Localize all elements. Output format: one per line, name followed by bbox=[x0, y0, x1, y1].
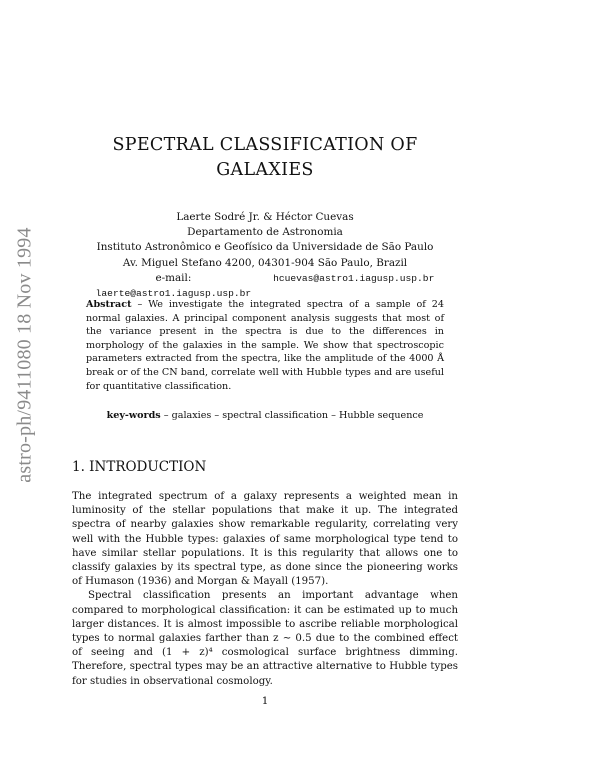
title-line-1: SPECTRAL CLASSIFICATION OF bbox=[112, 135, 418, 155]
email-label: e-mail: bbox=[155, 271, 192, 284]
keywords-text: – galaxies – spectral classification – Hubble sequence bbox=[163, 410, 424, 421]
email-link-1[interactable]: laerte@astro1.iagusp.usp.br bbox=[95, 288, 252, 300]
abstract-label: Abstract bbox=[86, 299, 132, 310]
paragraph-2: Spectral classification presents an important advantage when compared to morphological classification: it can be estimated up to much larger distances. It is almost impossible to ascribe reliable morphological types to normal galaxies farther than z ∼ 0.5 due to the combined effect of seeing and (1 + z)⁴ cosmological surface brightness dimming. Therefore, spectral types may be an attractive alternative to Hubble types for studies in observational cosmology. bbox=[72, 590, 458, 687]
abstract-text: – We investigate the integrated spectra of a sample of 24 normal galaxies. A principal component analysis suggests that most of the variance present in the spectra is due to the differences in morphology of the galaxies in the sample. We show that spectroscopic parameters extracted from the spectra, like the amplitude of the 4000 Å break or of the CN band, correlate well with Hubble types and are useful for quantitative classification. bbox=[86, 299, 444, 392]
keywords bbox=[72, 410, 458, 421]
author-names: Laerte Sodré Jr. & Héctor Cuevas bbox=[176, 211, 354, 223]
author-institute: Instituto Astronômico e Geofísico da Universidade de São Paulo bbox=[96, 241, 434, 254]
author-emails bbox=[72, 271, 458, 301]
page-number: 1 bbox=[261, 695, 269, 707]
author-address: Av. Miguel Stefano 4200, 04301-904 São Paulo, Brazil bbox=[122, 256, 408, 269]
title-line-2: GALAXIES bbox=[216, 160, 314, 180]
arxiv-identifier-stamp: astro-ph/9411080 18 Nov 1994 bbox=[13, 227, 36, 483]
author-block bbox=[72, 210, 458, 301]
keywords-label: key-words bbox=[106, 410, 161, 421]
abstract bbox=[86, 298, 444, 393]
email-link-2[interactable]: hcuevas@astro1.iagusp.usp.br bbox=[273, 272, 435, 284]
paper-title bbox=[72, 133, 458, 183]
author-department: Departamento de Astronomia bbox=[187, 226, 343, 239]
section-heading: 1. INTRODUCTION bbox=[72, 459, 207, 475]
introduction-body bbox=[72, 490, 458, 689]
paragraph-1: The integrated spectrum of a galaxy represents a weighted mean in luminosity of the stellar populations that make it up. The integrated spectra of nearby galaxies show remarkable regularity, correlating very well with the Hubble types: galaxies of same morphological type tend to have similar stellar populations. It is this regularity that allows one to classify galaxies by its spectral type, as done since the pioneering works of Humason (1936) and Morgan & Mayall (1957). bbox=[72, 491, 458, 588]
